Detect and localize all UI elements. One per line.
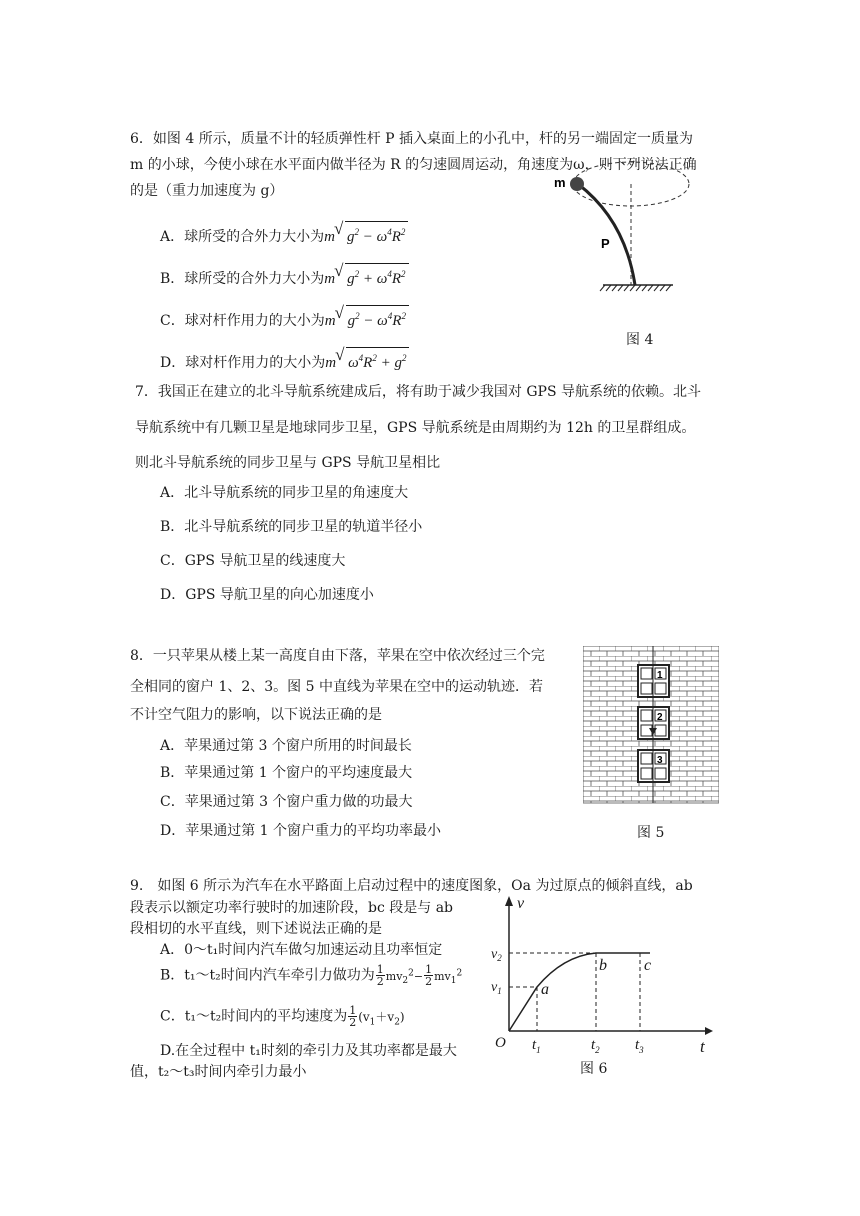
q7-option-c: C．GPS 导航卫星的线速度大: [160, 553, 346, 569]
q8-option-d: D．苹果通过第 1 个窗户重力的平均功率最小: [160, 823, 442, 839]
q6-option-b: B．球所受的合外力大小为m√ $g^2 + \omega^4R^2$: [160, 263, 409, 289]
q7-option-d: D．GPS 导航卫星的向心加速度小: [160, 587, 374, 603]
q8-option-a: A．苹果通过第 3 个窗户所用的时间最长: [160, 738, 412, 754]
q9-option-b: B．t₁～t₂时间内汽车牵引力做功为 $\frac{1}{2}$ $mv_2^2-$ $\frac{1}{2}$ $mv_1^2$: [160, 963, 463, 989]
graph-v2-label: $v_2$: [491, 947, 502, 963]
window-3-label: 3: [657, 755, 663, 766]
q9-option-d-line2: 值，t₂～t₃时间内牵引力最小: [130, 1064, 307, 1080]
graph-point-c: c: [644, 957, 652, 974]
q6-stem-line2: m 的小球，今使小球在水平面内做半径为 R 的匀速圆周运动，角速度为ω，则下列说法正确: [130, 157, 697, 173]
q6-stem-line3: 的是（重力加速度为 g）: [130, 183, 284, 199]
graph-y-axis-label: v: [517, 895, 525, 912]
fig4-label-m: m: [554, 175, 566, 190]
q7-stem-line3: 则北斗导航系统的同步卫星与 GPS 导航卫星相比: [135, 455, 441, 471]
figure-5-caption: 图 5: [637, 825, 665, 841]
q7-stem-line1: 7．我国正在建立的北斗导航系统建成后，将有助于减少我国对 GPS 导航系统的依赖。北斗: [135, 384, 701, 400]
q8-stem-line3: 不计空气阻力的影响，以下说法正确的是: [130, 707, 382, 723]
q9-stem-line2: 段表示以额定功率行驶时的加速阶段，bc 段是与 ab: [130, 900, 454, 916]
graph-point-a: a: [541, 981, 549, 998]
window-2-label: 2: [657, 712, 663, 723]
figure-6-caption: 图 6: [580, 1061, 608, 1077]
graph-x-axis-label: t: [700, 1037, 705, 1056]
q9-option-a: A．0～t₁时间内汽车做匀加速运动且功率恒定: [160, 942, 443, 958]
figure-6-graph: [485, 890, 715, 1060]
q9-option-c: C．t₁～t₂时间内的平均速度为 $\frac{1}{2}$ $(v_1+v_2)$: [160, 1004, 405, 1029]
q7-stem-line2: 导航系统中有几颗卫星是地球同步卫星，GPS 导航系统是由周期约为 12h 的卫星群组成。: [135, 420, 696, 436]
q6-stem-line1: 6．如图 4 所示，质量不计的轻质弹性杆 P 插入桌面上的小孔中，杆的另一端固定一质量为: [130, 131, 694, 147]
q6-option-d: D．球对杆作用力的大小为m√ $\omega^4R^2 + g^2$: [160, 347, 409, 373]
q8-stem-line2: 全相同的窗户 1、2、3。图 5 中直线为苹果在空中的运动轨迹．若: [130, 679, 543, 695]
q8-option-b: B．苹果通过第 1 个窗户的平均速度最大: [160, 765, 413, 781]
graph-point-b: b: [599, 957, 607, 974]
figure-5-diagram: [583, 646, 719, 804]
graph-t3-label: $t_3$: [635, 1037, 644, 1055]
q8-option-c: C．苹果通过第 3 个窗户重力做的功最大: [160, 794, 413, 810]
q9-stem-line3: 段相切的水平直线，则下述说法正确的是: [130, 921, 382, 937]
window-1-label: 1: [657, 670, 663, 681]
q9-stem-line1: 9. 如图 6 所示为汽车在水平路面上启动过程中的速度图象，Oa 为过原点的倾斜直线，ab: [130, 878, 693, 894]
figure-4-diagram: [545, 150, 695, 300]
fig4-label-p: P: [601, 236, 610, 251]
q7-option-a: A．北斗导航系统的同步卫星的角速度大: [160, 485, 409, 501]
q9-option-d-line1: D.在全过程中 t₁时刻的牵引力及其功率都是最大: [160, 1043, 457, 1059]
figure-4-caption: 图 4: [626, 332, 654, 348]
q6-option-c: C．球对杆作用力的大小为m√ $g^2 - \omega^4R^2$: [160, 305, 409, 331]
graph-t2-label: $t_2$: [591, 1037, 600, 1055]
graph-v1-label: $v_1$: [491, 980, 502, 996]
q6-option-a: A．球所受的合外力大小为m√ $g^2 - \omega^4R^2$: [160, 221, 408, 247]
q8-stem-line1: 8．一只苹果从楼上某一高度自由下落，苹果在空中依次经过三个完: [130, 648, 545, 664]
q7-option-b: B．北斗导航系统的同步卫星的轨道半径小: [160, 519, 423, 535]
graph-t1-label: $t_1$: [532, 1037, 541, 1055]
graph-origin-label: O: [495, 1035, 506, 1051]
